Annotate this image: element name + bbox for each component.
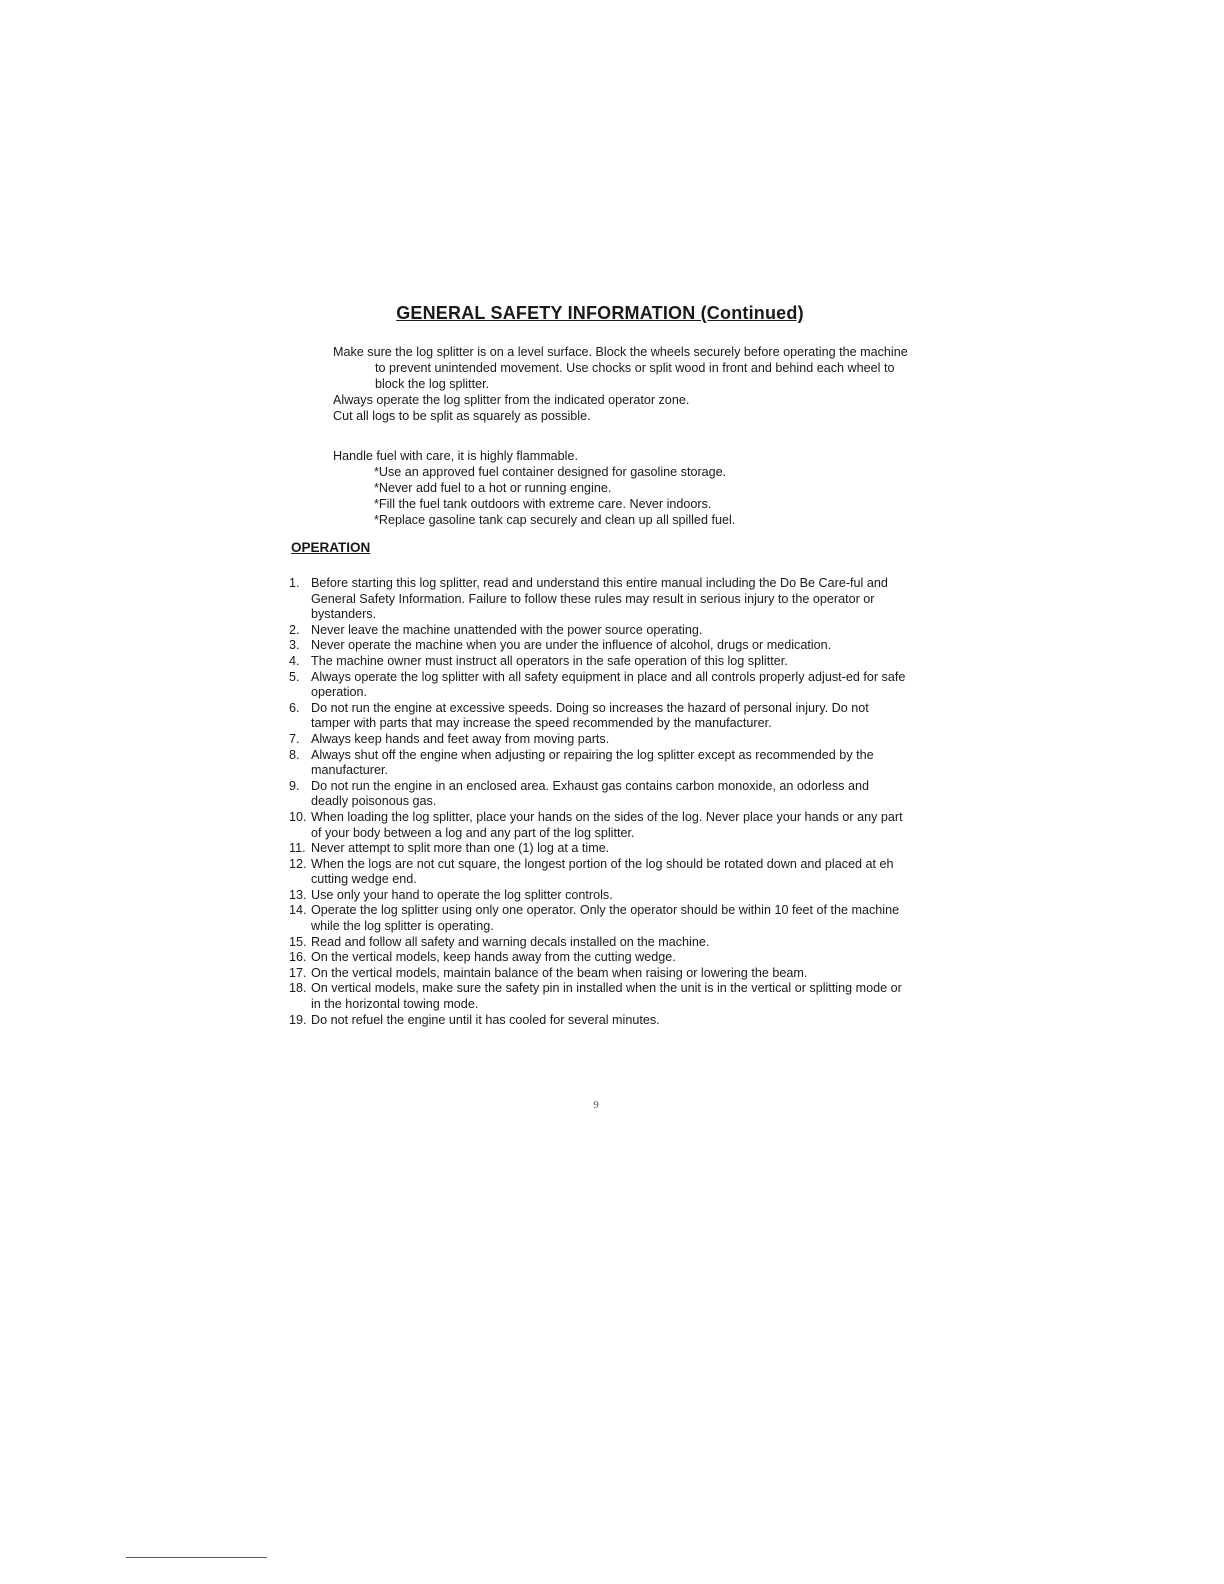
item-number: 17.	[289, 965, 307, 980]
item-text: The machine owner must instruct all operators in the safe operation of this log splitter.	[311, 653, 788, 668]
operation-item	[289, 950, 909, 966]
operation-item	[289, 701, 909, 732]
operation-item	[289, 810, 909, 841]
item-number: 13.	[289, 887, 307, 902]
item-number: 8.	[289, 747, 300, 762]
item-number: 3.	[289, 638, 300, 653]
spacer	[333, 424, 913, 448]
operation-item	[289, 981, 909, 1012]
fuel-item: *Never add fuel to a hot or running engine.	[374, 481, 612, 495]
item-text: Do not run the engine at excessive speeds. Doing so increases the hazard of personal injury. Do not tamper with parts that may increase the speed recommended by the manufacturer.	[311, 700, 869, 731]
item-text: On the vertical models, maintain balance of the beam when raising or lowering the beam.	[311, 965, 808, 980]
item-text: Never attempt to split more than one (1) log at a time.	[311, 841, 610, 856]
item-number: 4.	[289, 653, 300, 668]
item-number: 2.	[289, 622, 300, 637]
item-number: 11.	[289, 841, 306, 856]
item-number: 12.	[289, 856, 307, 871]
page-title: GENERAL SAFETY INFORMATION (Continued)	[396, 303, 804, 323]
operation-item	[289, 654, 909, 670]
item-number: 10.	[289, 809, 307, 824]
item-text: Do not refuel the engine until it has cooled for several minutes.	[311, 1012, 660, 1027]
intro-section	[333, 344, 913, 528]
item-text: When the logs are not cut square, the longest portion of the log should be rotated down and placed at eh cutting wedge end.	[311, 856, 894, 887]
item-text: Always operate the log splitter with all safety equipment in place and all controls properly adjust-ed for safe operation.	[311, 669, 906, 700]
item-number: 7.	[289, 731, 300, 746]
fuel-item: *Replace gasoline tank cap securely and clean up all spilled fuel.	[374, 513, 736, 527]
item-number: 19.	[289, 1012, 307, 1027]
fuel-item: *Fill the fuel tank outdoors with extreme care. Never indoors.	[374, 497, 712, 511]
item-text: Never leave the machine unattended with the power source operating.	[311, 622, 703, 637]
operation-item	[289, 935, 909, 951]
operation-item	[289, 638, 909, 654]
item-number: 9.	[289, 778, 300, 793]
scan-artifact-line	[126, 1557, 267, 1558]
operation-item	[289, 779, 909, 810]
item-number: 14.	[289, 903, 307, 918]
operation-item	[289, 888, 909, 904]
item-number: 5.	[289, 669, 300, 684]
item-text: Read and follow all safety and warning decals installed on the machine.	[311, 934, 710, 949]
operation-heading: OPERATION	[291, 540, 371, 555]
item-number: 1.	[289, 576, 300, 590]
operation-item	[289, 748, 909, 779]
item-text: On vertical models, make sure the safety pin in installed when the unit is in the vertical or splitting mode or in the horizontal towing mode.	[311, 981, 902, 1012]
operation-item	[289, 841, 909, 857]
operation-item	[289, 857, 909, 888]
item-text: On the vertical models, keep hands away from the cutting wedge.	[311, 950, 676, 965]
item-text: Before starting this log splitter, read and understand this entire manual including the Do Be Care-ful and General Safety Information. Failure to follow these rules may result in serious injury to the operator or bystanders.	[311, 576, 888, 622]
operation-item	[289, 623, 909, 639]
fuel-heading: Handle fuel with care, it is highly flammable.	[333, 449, 578, 463]
cut-logs-paragraph: Cut all logs to be split as squarely as possible.	[333, 409, 591, 423]
operation-item	[289, 732, 909, 748]
fuel-item: *Use an approved fuel container designed for gasoline storage.	[374, 465, 727, 479]
item-text: When loading the log splitter, place your hands on the sides of the log. Never place your hands or any part of your body between a log and any part of the log splitter.	[311, 809, 903, 840]
item-text: Do not run the engine in an enclosed area. Exhaust gas contains carbon monoxide, an odorless and deadly poisonous gas.	[311, 778, 869, 809]
operation-item	[289, 1013, 909, 1029]
item-number: 16.	[289, 950, 307, 965]
item-text: Always shut off the engine when adjusting or repairing the log splitter except as recommended by the manufacturer.	[311, 747, 874, 778]
item-text: Operate the log splitter using only one operator. Only the operator should be within 10 feet of the machine while the log splitter is operating.	[311, 903, 900, 934]
item-text: Never operate the machine when you are under the influence of alcohol, drugs or medication.	[311, 638, 832, 653]
item-number: 18.	[289, 981, 307, 996]
operation-item	[289, 670, 909, 701]
item-text: Always keep hands and feet away from moving parts.	[311, 731, 610, 746]
level-surface-paragraph: Make sure the log splitter is on a level surface. Block the wheels securely before operating the machine to prevent unintended movement. Use chocks or split wood in front and behind each wheel to block the log splitter.	[333, 345, 908, 391]
page-number: 9	[593, 1099, 599, 1111]
item-number: 6.	[289, 700, 300, 715]
operation-list	[289, 576, 909, 1028]
item-number: 15.	[289, 934, 307, 949]
operation-item	[289, 576, 909, 623]
operation-item	[289, 966, 909, 982]
operator-zone-paragraph: Always operate the log splitter from the indicated operator zone.	[333, 393, 690, 407]
item-text: Use only your hand to operate the log splitter controls.	[311, 887, 613, 902]
operation-item	[289, 903, 909, 934]
